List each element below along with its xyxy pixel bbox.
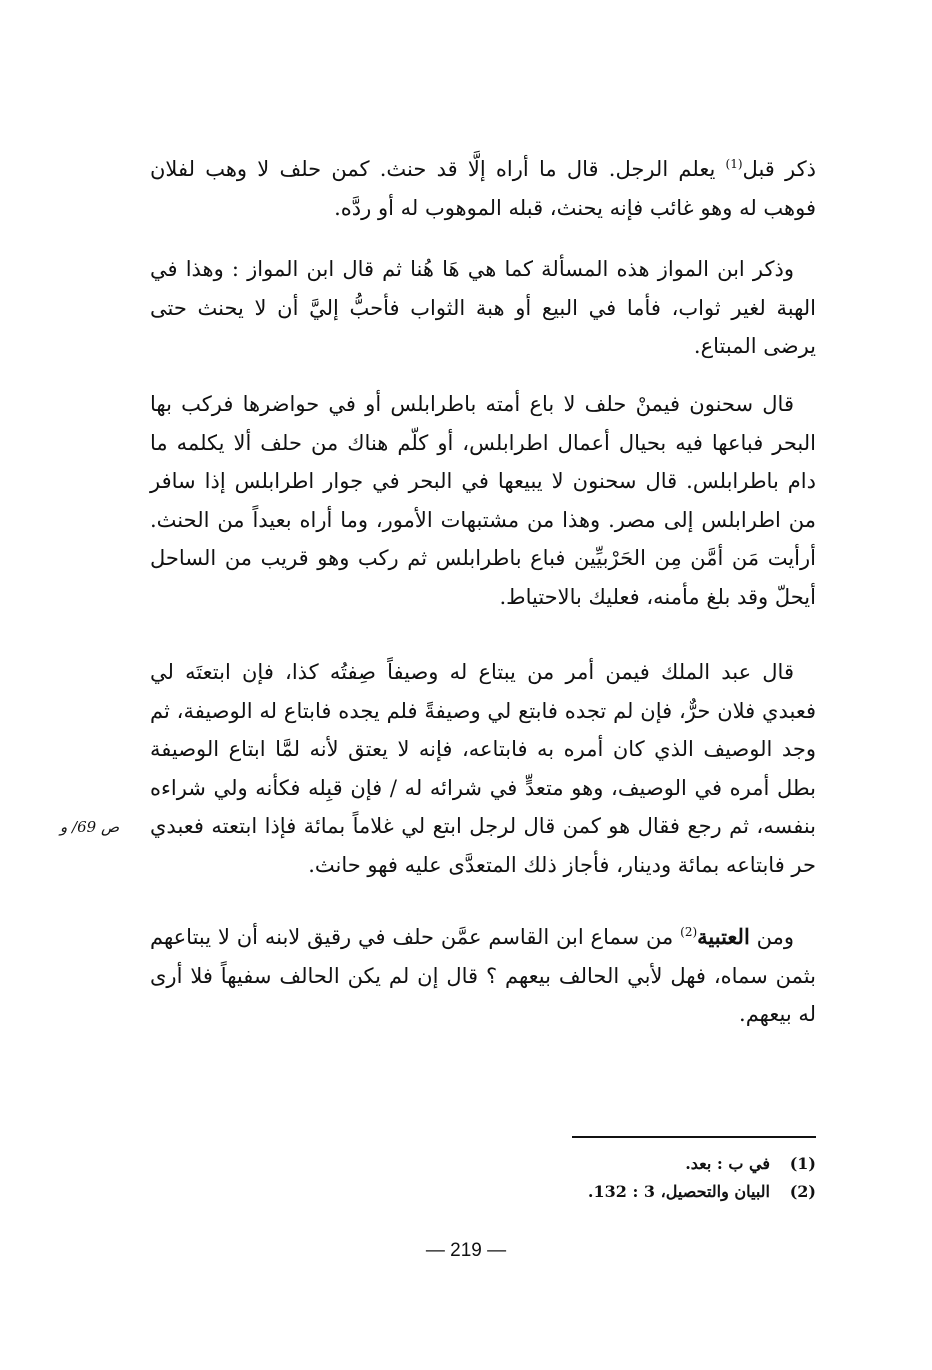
paragraph-1	[150, 150, 816, 227]
footnotes	[450, 1150, 816, 1206]
footnote-ref-2: (2)	[680, 925, 698, 939]
footnote-1-text: في ب : بعد.	[685, 1154, 770, 1173]
paragraph-1-start: ذكر قبل	[742, 157, 816, 181]
paragraph-1-rest: يعلم الرجل. قال ما أراه إلَّا قد حنث. كمن حلف لا وهب لفلان فوهب له وهو غائب فإنه يحنث، قبله الموهوب له أو ردَّه.	[150, 157, 816, 220]
footnote-divider	[572, 1136, 816, 1138]
manuscript-folio-note: ص 69/ و	[60, 818, 120, 836]
footnote-2-number: (2)	[789, 1182, 816, 1201]
paragraph-5-start: ومن	[749, 925, 794, 949]
paragraph-5-bold-term: العتبية	[697, 924, 750, 949]
footnote-2	[450, 1178, 816, 1206]
footnote-1-number: (1)	[789, 1154, 816, 1173]
paragraph-4	[150, 653, 816, 884]
paragraph-3-text: قال سحنون فيمنْ حلف لا باع أمته باطرابلس أو في حواضرها فركب بها البحر فباعها فيه بحيال أعمال اطرابلس، أو كلّم هناك من حلف ألا يكلمه ما دام باطرابلس. قال سحنون لا يبيعها في البحر في جوار اطرابلس إذا سافر من اطرابلس إلى مصر. وهذا من مشتبهات الأمور، وما أراه بعيداً من الحنث. أرأيت مَن أمَّن مِن الحَرْبيِّين فباع باطرابلس ثم ركب وهو قريب من الساحل أيحلّ وقد بلغ مأمنه، فعليك بالاحتياط.	[150, 392, 816, 609]
paragraph-3	[150, 385, 816, 616]
footnote-2-text: البيان والتحصيل، 3 : 132.	[587, 1182, 770, 1201]
paragraph-2	[150, 250, 816, 366]
page-number: — 219 —	[425, 1240, 507, 1261]
footnote-1	[450, 1150, 816, 1178]
paragraph-2-text: وذكر ابن المواز هذه المسألة كما هي هَا هُنا ثم قال ابن المواز : وهذا في الهبة لغير ثواب، فأما في البيع أو هبة الثواب فأحبُّ إليَّ أن لا يحنث حتى يرضى المبتاع.	[150, 257, 816, 358]
paragraph-5	[150, 918, 816, 1034]
paragraph-4-text: قال عبد الملك فيمن أمر من يبتاع له وصيفاً صِفتُه كذا، فإن ابتعتَه لي فعبدي فلان حرٌّ، فإن لم تجده فابتع لي وصيفةً فلم يجده فابتاع له الوصيفة، ثم وجد الوصيف الذي كان أمره به فابتاعه، فإنه لا يعتق لأنه لمَّا ابتاع الوصيفة بطل أمره في الوصيف، وهو متعدٍّ في شرائه له / فإن قبِله فكأنه ولي شراءه بنفسه، ثم رجع فقال هو كمن قال لرجل ابتع لي غلاماً بمائة فإذا ابتعته فعبدي حر فابتاعه بمائة ودينار، فأجاز ذلك المتعدَّى عليه فهو حانث.	[150, 660, 816, 877]
footnote-ref-1: (1)	[725, 157, 743, 171]
paragraph-5-rest: من سماع ابن القاسم عمَّن حلف في رقيق لابنه أن لا يبتاعهم بثمن سماه، فهل لأبي الحالف بيعهم ؟ قال إن لم يكن الحالف سفيهاً فلا أرى له بيعهم.	[150, 925, 816, 1026]
